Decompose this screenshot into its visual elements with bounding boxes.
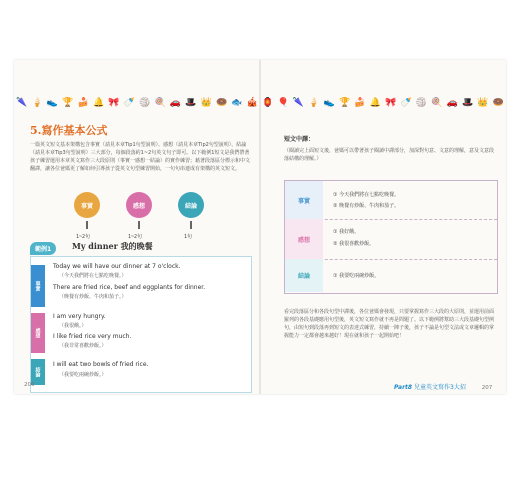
decor-icon: 🍰 [77, 98, 89, 108]
translation-row [285, 181, 497, 220]
section-tag-fact: 事實 [31, 265, 45, 307]
formula-arrow [138, 221, 140, 229]
decor-icon: 🍼 [123, 98, 135, 108]
example-line-en: Today we will have our dinner at 7 o'clock. [53, 263, 181, 270]
book-spread [14, 60, 506, 394]
decor-icon: 🏮 [262, 98, 274, 108]
row-item: ① 今天我們將在七點吃晚餐。 [333, 192, 400, 198]
decor-icon: 🍦 [31, 98, 43, 108]
decor-icon: 🐟 [231, 98, 243, 108]
decor-icon: 🔔 [92, 98, 105, 108]
example-line-en: There are fried rice, beef and eggplants for dinner. [53, 284, 206, 291]
example-line-zh: （今天我們將在七點吃晚餐。） [59, 273, 127, 279]
section-tag-feeling: 感想 [31, 313, 45, 353]
row-label: 感想 [285, 219, 323, 259]
footer-part: Part8 [394, 384, 413, 391]
decor-icon: 🍭 [154, 98, 166, 108]
example-line-zh: （我要吃兩碗炒飯。） [59, 372, 107, 378]
example-line-zh: （我非常喜歡炒飯。） [59, 343, 107, 349]
decor-icon: 🍰 [354, 98, 366, 108]
formula-label: 結論 [184, 202, 197, 210]
decor-icon: 🎀 [385, 98, 397, 108]
decor-icon: 🍭 [431, 98, 443, 108]
icon-strip [14, 96, 506, 110]
translation-row [285, 219, 497, 260]
decor-icon: 🌂 [16, 98, 28, 108]
row-item: ① 我好餓。 [333, 229, 360, 235]
formula-circle-fact [74, 192, 100, 218]
formula-note: 1~2句 [76, 234, 91, 240]
example-title: My dinner 我的晚餐 [72, 241, 153, 251]
decor-icon: 👟 [46, 98, 59, 108]
footer-text: 兒童英文寫作3大招 [414, 384, 466, 391]
formula-arrow [86, 221, 88, 229]
row-item: ① 我要吃兩碗炒飯。 [333, 273, 380, 279]
section-tag-conclusion: 結論 [31, 359, 45, 385]
example-line-en: I will eat two bowls of fried rice. [53, 361, 149, 368]
row-item: ② 晚餐有炒飯、牛肉和茄子。 [333, 203, 400, 209]
formula-circle-conclusion [178, 192, 204, 218]
decor-icon: 🏆 [338, 98, 351, 108]
decor-icon: 🍦 [308, 98, 320, 108]
formula-circle-feeling [126, 192, 152, 218]
decor-icon: 🚗 [169, 98, 182, 108]
example-line-en: I am very hungry. [53, 313, 106, 320]
decor-icon: 🎪 [246, 98, 258, 108]
conclusion-paragraph: 看完段落區分和各段句型中譯後，各位爸媽會發現，只要掌握寫作三大段的大原則，並運用前面羅列的各段基礎應用句型後，英文短文寫作就不再是問題了。以下範例將幫助三大段基礎句型例句，由短句到段落再到短文的表達式練習，持續一陣子後，孩子不論是句型文法或文章邏輯的掌握能力一定都會越來越好！現在就和孩子一起開始吧！ [284, 309, 495, 339]
decor-icon: 👑 [477, 98, 489, 108]
section-heading: 5.寫作基本公式 [30, 124, 108, 137]
decor-icon: 👟 [323, 98, 335, 108]
decor-icon: 👑 [200, 98, 212, 108]
example-line-en: I like fried rice very much. [53, 333, 132, 340]
decor-icon: 🏆 [62, 98, 74, 108]
decor-icon: 🍩 [215, 98, 228, 108]
formula-note: 1句 [184, 234, 193, 240]
decor-icon: 🏐 [415, 98, 428, 108]
decor-icon: 🌂 [292, 98, 305, 108]
page-number-left: 206 [24, 382, 35, 388]
decor-icon: 🎈 [277, 98, 289, 108]
formula-label: 事實 [80, 202, 93, 210]
decor-icon: 🏐 [139, 98, 151, 108]
book-gutter [259, 60, 261, 394]
example-line-zh: （我很餓。） [59, 323, 87, 329]
page-number-right: 207 [481, 385, 493, 391]
example-box [30, 256, 252, 393]
row-label: 結論 [285, 259, 323, 292]
row-label: 事實 [285, 181, 323, 219]
translation-row [285, 259, 497, 292]
example-badge: 範例1 [30, 242, 56, 255]
example-line-zh: （晚餐有炒飯、牛肉和茄子。） [59, 294, 127, 300]
translation-table [284, 180, 498, 294]
decor-icon: 🎀 [108, 98, 120, 108]
decor-icon: 🎩 [185, 98, 197, 108]
decor-icon: 🍩 [492, 98, 504, 108]
formula-label: 感想 [132, 202, 145, 210]
translation-label: 短文中譯： [284, 136, 315, 143]
intro-paragraph: 一篇英文短文基本架構包含事實（請見本章Tip1句型說明）、感想（請見本章Tip2句型說明）、結論（請見本章Tip3句型說明）三大部分，每個段落約1~2句英文句子即可。以下範例1短文是我們帶著孩子練習運用本章英文寫作三大段原則（事實一感想一結論）的實作練習；藉著段落區分標示和中文翻譯，讓各位爸媽更了解如何引導孩子從英文句型練習開始，一句句串連成有架構的英文短文。 [30, 142, 251, 172]
formula-note: 1~2句 [128, 234, 143, 240]
row-item: ② 我很喜歡炒飯。 [333, 241, 375, 247]
decor-icon: 🔔 [369, 98, 381, 108]
decor-icon: 🍼 [400, 98, 412, 108]
formula-arrow [190, 221, 192, 229]
footer [394, 382, 492, 391]
decor-icon: 🎩 [461, 98, 474, 108]
decor-icon: 🚗 [446, 98, 458, 108]
translation-intro: （閱讀完上面短文後，爸媽可以帶著孩子閱讀中譯部分，加深對句意、文意的理解，意及文意段落結構的理解。） [284, 148, 495, 162]
